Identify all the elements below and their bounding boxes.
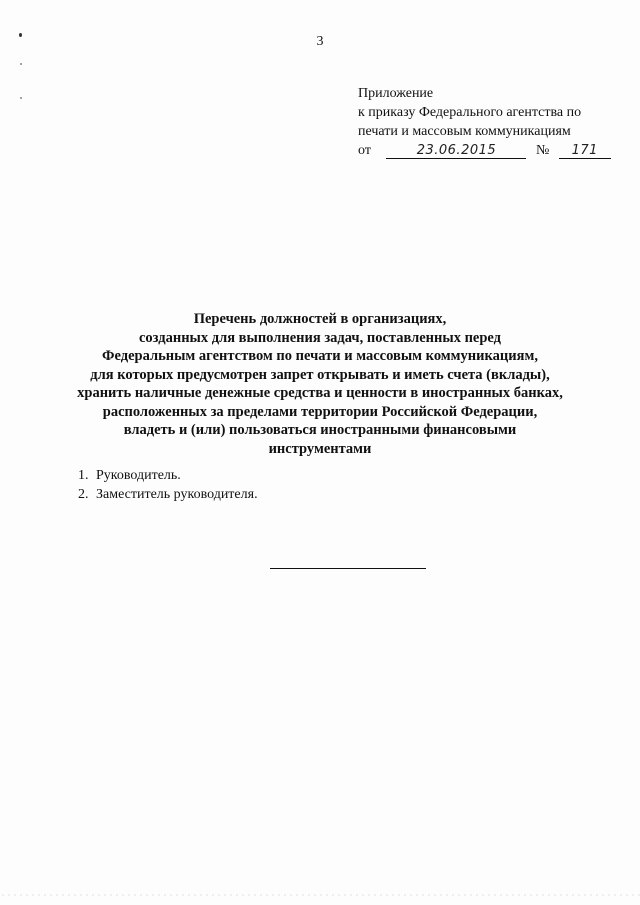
title-line: для которых предусмотрен запрет открывать и иметь счета (вклады), xyxy=(90,366,550,383)
list-item-number: 2. xyxy=(78,487,89,502)
order-reference xyxy=(358,141,628,160)
appendix-heading: Приложение xyxy=(358,86,434,101)
title-line: владеть и (или) пользоваться иностранными финансовыми xyxy=(123,422,517,438)
title-line: расположенных за пределами территории Российской Федерации, xyxy=(102,403,538,420)
title-line: инструментами xyxy=(268,440,372,457)
list-item xyxy=(78,466,258,485)
list-item-text: Руководитель. xyxy=(96,468,181,483)
document-title xyxy=(40,310,600,458)
scan-speck xyxy=(20,63,22,65)
end-rule xyxy=(270,568,426,569)
positions-list xyxy=(78,466,258,504)
appendix-block xyxy=(358,84,628,160)
list-item-number: 1. xyxy=(78,468,89,483)
title-line: Федеральным агентством по печати и массовым коммуникациям, xyxy=(102,348,538,364)
title-line: созданных для выполнения задач, поставленных перед xyxy=(139,329,501,346)
list-item xyxy=(78,485,258,504)
list-item-text: Заместитель руководителя. xyxy=(96,487,258,502)
page-number: 3 xyxy=(316,34,324,49)
number-label: № xyxy=(535,143,550,158)
from-label: от xyxy=(358,143,371,158)
order-date: 23.06.2015 xyxy=(386,141,526,159)
order-number: 171 xyxy=(559,141,611,159)
title-line: Перечень должностей в организациях, xyxy=(193,311,447,327)
title-line: хранить наличные денежные средства и ценности в иностранных банках, xyxy=(77,385,563,401)
scan-noise xyxy=(0,893,640,897)
scan-speck xyxy=(20,97,22,99)
appendix-line-1: к приказу Федерального агентства по xyxy=(358,105,582,120)
appendix-line-2: печати и массовым коммуникациям xyxy=(358,124,571,139)
